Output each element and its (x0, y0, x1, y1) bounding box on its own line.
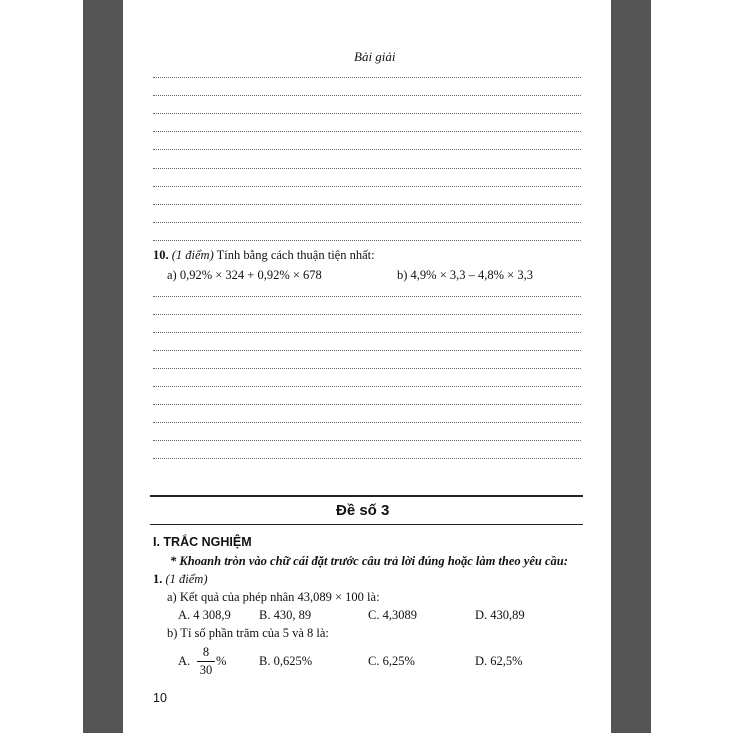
answer-line (153, 350, 581, 351)
page-number: 10 (153, 691, 167, 705)
question-10 (153, 248, 375, 263)
question-10-number: 10. (153, 248, 169, 262)
option-1a-a: A. 4 308,9 (178, 608, 231, 622)
document-page (123, 0, 611, 733)
option-1b-b: B. 0,625% (259, 654, 313, 668)
answer-line (153, 113, 581, 114)
right-margin-shadow (611, 0, 651, 733)
question-1b-prompt: b) Tỉ số phần trăm của 5 và 8 là: (167, 626, 329, 640)
option-1a-b: B. 430, 89 (259, 608, 312, 622)
exam-title: Đề số 3 (336, 502, 390, 519)
question-10-part-b: b) 4,9% × 3,3 – 4,8% × 3,3 (397, 268, 533, 282)
answer-line (153, 296, 581, 297)
answer-line (153, 422, 581, 423)
left-margin-shadow (83, 0, 123, 733)
answer-line (153, 368, 581, 369)
question-10-part-a: a) 0,92% × 324 + 0,92% × 678 (167, 268, 322, 282)
solution-heading: Bài giải (354, 49, 396, 64)
option-1a-d: D. 430,89 (475, 608, 525, 622)
answer-line (153, 77, 581, 78)
answer-line (153, 404, 581, 405)
question-10-points: (1 điểm) (171, 248, 214, 262)
answer-line (153, 440, 581, 441)
option-1b-a-percent: % (216, 654, 227, 668)
question-10-prompt: Tính bằng cách thuận tiện nhất: (216, 248, 375, 262)
title-rule-bottom (150, 524, 583, 525)
section-title: I. TRẮC NGHIỆM (153, 535, 252, 549)
answer-line (153, 332, 581, 333)
question-1 (153, 572, 208, 587)
answer-line (153, 149, 581, 150)
option-1b-c: C. 6,25% (368, 654, 415, 668)
answer-line (153, 204, 581, 205)
answer-line (153, 458, 581, 459)
answer-line (153, 222, 581, 223)
question-1-points: (1 điểm) (165, 572, 208, 586)
fraction-denominator: 30 (199, 663, 213, 677)
answer-line (153, 168, 581, 169)
fraction-bar (197, 661, 215, 662)
answer-line (153, 131, 581, 132)
question-1a-prompt: a) Kết quả của phép nhân 43,089 × 100 là: (167, 590, 380, 604)
answer-line (153, 386, 581, 387)
answer-line (153, 95, 581, 96)
option-1b-a-letter: A. (178, 654, 191, 668)
answer-line (153, 240, 581, 241)
question-1-number: 1. (153, 572, 163, 586)
option-1a-c: C. 4,3089 (368, 608, 417, 622)
instruction: * Khoanh tròn vào chữ cái đặt trước câu trả lời đúng hoặc làm theo yêu cầu: (170, 554, 568, 568)
answer-line (153, 314, 581, 315)
option-1b-d: D. 62,5% (475, 654, 523, 668)
answer-line (153, 186, 581, 187)
fraction-numerator: 8 (202, 645, 210, 659)
title-rule-top (150, 495, 583, 497)
